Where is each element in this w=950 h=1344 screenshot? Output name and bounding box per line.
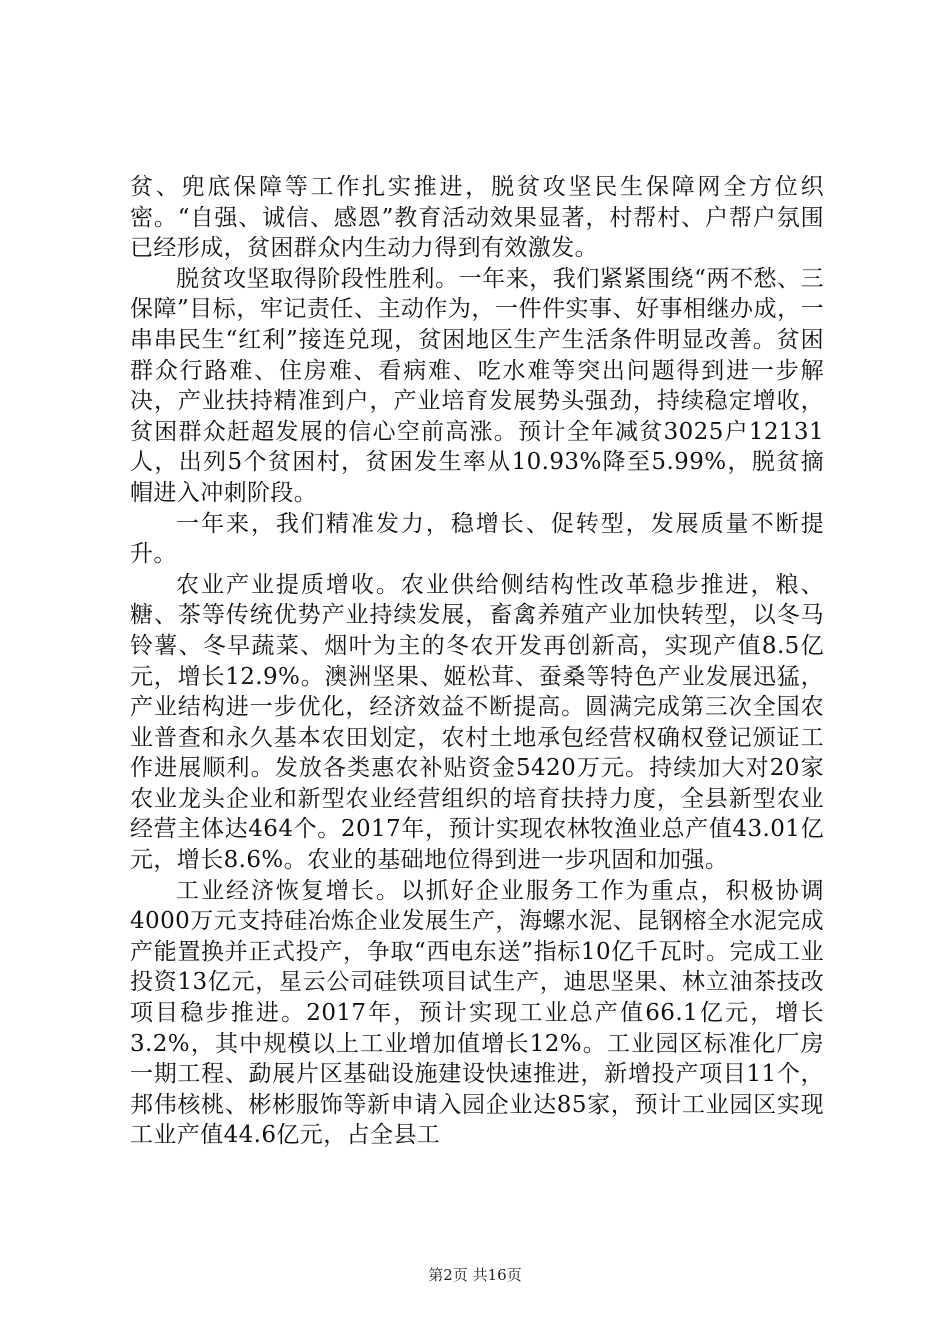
page-footer [0,1264,950,1285]
paragraph-continuation: 贫、兜底保障等工作扎实推进，脱贫攻坚民生保障网全方位织密。“自强、诚信、感恩”教育活动效果显著，村帮村、户帮户氛围已经形成，贫困群众内生动力得到有效激发。 [130,174,824,262]
paragraph-agriculture: 农业产业提质增收。农业供给侧结构性改革稳步推进，粮、糖、茶等传统优势产业持续发展，畜禽养殖产业加快转型，以冬马铃薯、冬早蔬菜、烟叶为主的冬农开发再创新高，实现产值8.5亿元，增长12.9%。澳洲坚果、姬松茸、蚕桑等特色产业发展迅猛，产业结构进一步优化，经济效益不断提高。圆满完成第三次全国农业普查和永久基本农田划定，农村土地承包经营权确权登记颁证工作进展顺利。发放各类惠农补贴资金5420万元。持续加大对20家农业龙头企业和新型农业经营组织的培育扶持力度，全县新型农业经营主体达464个。2017年，预计实现农林牧渔业总产值43.01亿元，增长8.6%。农业的基础地位得到进一步巩固和加强。 [130,571,824,874]
paragraph-industry: 工业经济恢复增长。以抓好企业服务工作为重点，积极协调4000万元支持硅冶炼企业发展生产，海螺水泥、昆钢榕全水泥完成产能置换并正式投产，争取“西电东送”指标10亿千瓦时。完成工业投资13亿元，星云公司硅铁项目试生产，迪思坚果、林立油茶技改项目稳步推进。2017年，预计实现工业总产值66.1亿元，增长3.2%，其中规模以上工业增加值增长12%。工业园区标准化厂房一期工程、勐展片区基础设施建设快速推进，新增投产项目11个，邦伟核桃、彬彬服饰等新申请入园企业达85家，预计工业园区实现工业产值44.6亿元，占全县工 [130,877,824,1149]
document-body [130,172,824,1151]
paragraph-development-quality: 一年来，我们精准发力，稳增长、促转型，发展质量不断提升。 [130,510,824,568]
page-number: 第2页 共16页 [428,1266,522,1284]
paragraph-poverty-alleviation: 脱贫攻坚取得阶段性胜利。一年来，我们紧紧围绕“两不愁、三保障”目标，牢记责任、主动作为，一件件实事、好事相继办成，一串串民生“红利”接连兑现，贫困地区生产生活条件明显改善。贫困群众行路难、住房难、看病难、吃水难等突出问题得到进一步解决，产业扶持精准到户，产业培育发展势头强劲，持续稳定增收，贫困群众赶超发展的信心空前高涨。预计全年减贫3025户12131人，出列5个贫困村，贫困发生率从10.93%降至5.99%，脱贫摘帽进入冲刺阶段。 [130,265,824,506]
